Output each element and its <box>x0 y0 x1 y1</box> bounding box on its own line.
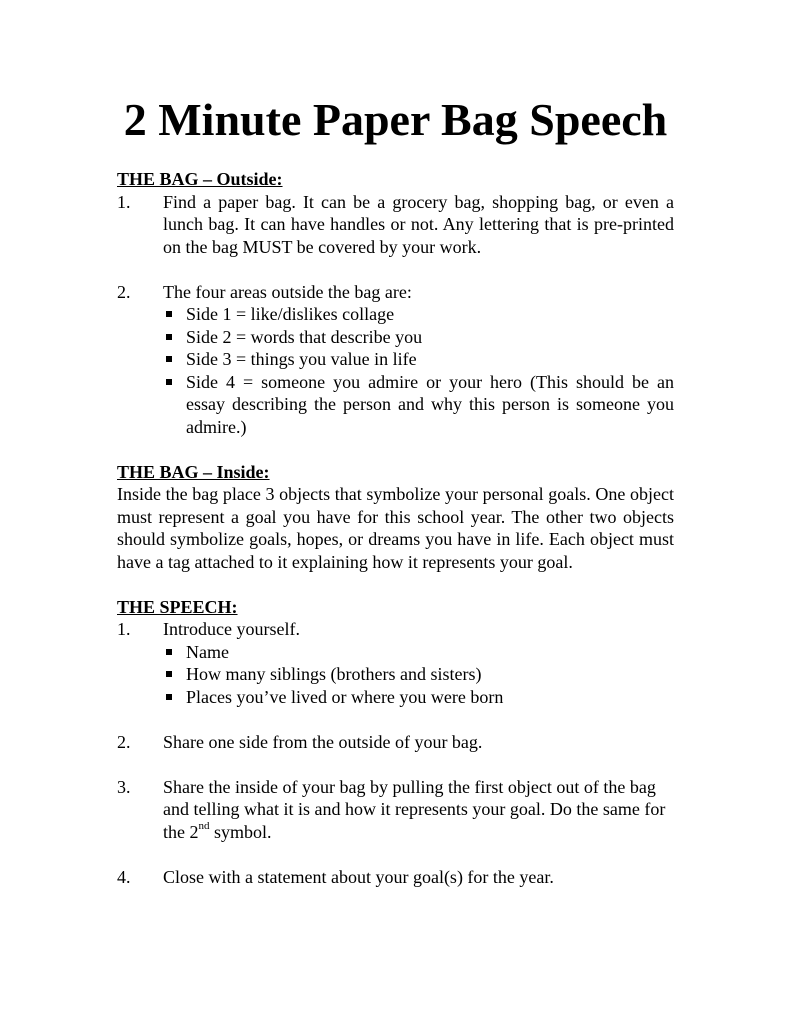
item-text: Close with a statement about your goal(s) for the year. <box>163 866 554 887</box>
item-number: 4. <box>117 866 131 887</box>
item-number: 2. <box>117 731 131 752</box>
section-heading-outside: THE BAG – Outside: <box>117 169 283 189</box>
item-text-part: Share the inside of your bag by pulling the first object out of the bag and telling what it is and how it represents your goal. Do the same for the 2 <box>163 776 666 842</box>
document-body <box>117 168 674 888</box>
item-text <box>163 776 674 844</box>
item-text: Find a paper bag. It can be a grocery bag, shopping bag, or even a lunch bag. It can have handles or not. Any lettering that is pre-printed on the bag MUST be covered by your work. <box>163 191 674 257</box>
superscript: nd <box>198 819 210 832</box>
list-item: Side 3 = things you value in life <box>163 348 674 371</box>
list-item: Side 1 = like/dislikes collage <box>163 303 674 326</box>
outside-sides-list <box>163 303 674 438</box>
speech-item-4 <box>117 866 674 889</box>
item-number: 3. <box>117 776 131 797</box>
inside-paragraph: Inside the bag place 3 objects that symbolize your personal goals. One object must represent a goal you have for this school year. The other two objects should symbolize goals, hopes, or dreams you have in life. Each object must have a tag attached to it explaining how it represents your goal. <box>117 484 674 572</box>
item-text-part: symbol. <box>209 821 272 842</box>
item-number: 2. <box>117 281 131 302</box>
item-number: 1. <box>117 191 131 212</box>
list-item: Name <box>163 641 674 664</box>
section-heading-speech: THE SPEECH: <box>117 596 238 617</box>
list-item: Side 2 = words that describe you <box>163 326 674 349</box>
speech-item-1 <box>117 618 674 708</box>
outside-item-1 <box>117 191 674 259</box>
list-item: Places you’ve lived or where you were born <box>163 686 674 709</box>
list-item: How many siblings (brothers and sisters) <box>163 663 674 686</box>
item-text: Introduce yourself. <box>163 619 300 639</box>
item-number: 1. <box>117 619 131 639</box>
introduce-list <box>163 641 674 709</box>
item-text: The four areas outside the bag are: <box>163 281 412 302</box>
outside-item-2 <box>117 281 674 439</box>
page-title: 2 Minute Paper Bag Speech <box>123 94 668 145</box>
list-item: Side 4 = someone you admire or your hero (This should be an essay describing the person and why this person is someone you admire.) <box>163 371 674 439</box>
section-heading-inside: THE BAG – Inside: <box>117 461 270 482</box>
item-text: Share one side from the outside of your bag. <box>163 731 483 752</box>
speech-item-2 <box>117 731 674 754</box>
speech-item-3 <box>117 776 674 844</box>
